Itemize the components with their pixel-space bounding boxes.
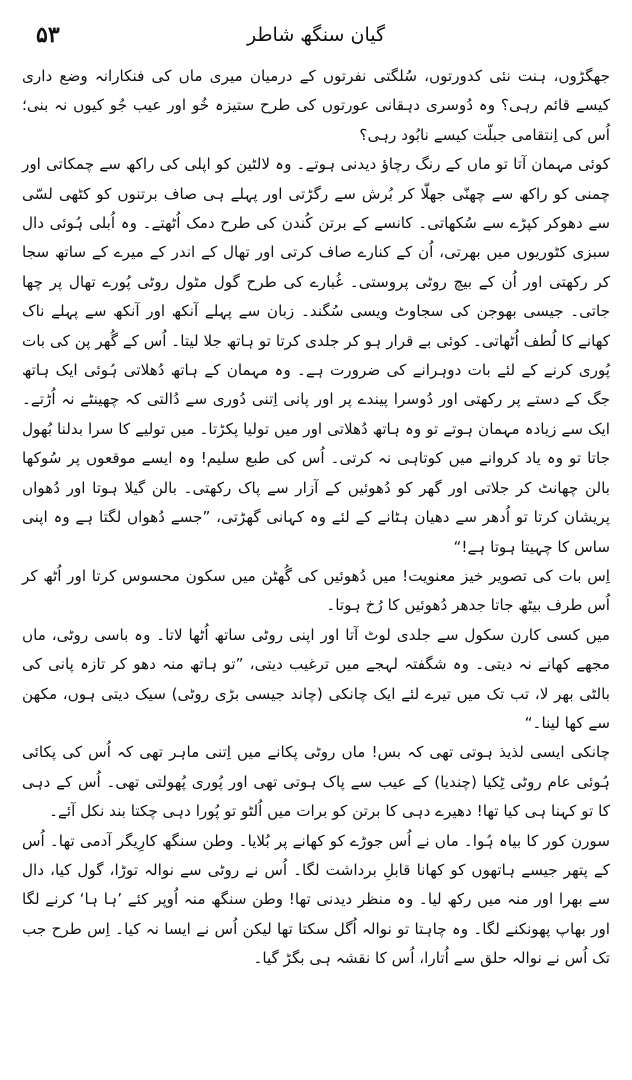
paragraph: کوئی مہمان آتا تو ماں کے رنگ رچاؤ دیدنی ہوتے۔ وہ لالٹین کو اپلی کی راکھ سے چمکاتی اور چمنی کو راکھ سے چھنّی جھلّا کر بُرش سے رگڑتی اور پہلے ہی صاف برتنوں کو کٹھی لسّی سے دھوکر کپڑے سے سُکھاتی۔ کانسے کے برتن کُندن کی طرح دمک اُٹھتے۔ وہ اُبلی ہُوئی دال سبزی کٹوریوں میں بھرتی، اُن کے کنارے صاف کرتی اور تھال کے اندر کے میرے کے ساتھ سجا کر رکھتی اور اُن کے بیچ روٹی پروستی۔ غُبارے کی طرح گول مٹول روٹی پُورے تھال پر چھا جاتی۔ جیسی بھوجن کی سجاوٹ ویسی سُگند۔ زبان سے پہلے آنکھ اور آنکھ سے پہلے ناک کھانے کا لُطف اُٹھاتی۔ کوئی بے قرار ہو کر جلدی کرتا تو ہاتھ جلا لیتا۔ اُس کے گُھر پن کی بات پُوری کرنے کے لئے بات دوہرانے کی ضرورت ہے۔ وہ مہمان کے ہاتھ دُھلاتی ہُوئی ایک ہاتھ جگ کے دستے پر رکھتی اور دُوسرا پیندے پر اور پانی اِتنی دُوری سے دُالتی کہ چھینٹے نہ اُڑتے۔ ایک سے زیادہ مہمان ہوتے تو وہ ہاتھ دُھلاتی اور میں تولیا پکڑتا۔ میں تولیے کا سرا بدلنا بُھول جاتا تو وہ یاد کروانے میں کوتاہی نہ کرتی۔ اُس کی طبع سلیم! وہ ایسے موقعوں پر سُوکھا بالن چھانٹ کر جلاتی اور گھر کو دُھوئیں کے آزار سے پاک رکھتی۔ بالن گیلا ہوتا اور دُھواں پریشان کرتا تو اُدھر سے دھیان ہٹانے کے لئے وہ کہانی گھڑتی، ”جسے دُھواں لگتا ہے وہ اپنی ساس کا چہیتا ہوتا ہے!“ — [22, 155, 610, 556]
paragraph: میں کسی کارن سکول سے جلدی لوٹ آتا اور اپنی روٹی ساتھ اُٹھا لاتا۔ وہ باسی روٹی، ماں مجھے کھانے نہ دیتی۔ وہ شگفتہ لہجے میں ترغیب دیتی، ”تو ہاتھ منہ دھو کر تازہ پانی کی بالٹی بھر لا، تب تک میں تیرے لئے ایک چانکی (چاند جیسی بڑی روٹی) سیک دیتی ہوں، مکھن سے کھا لینا۔“ — [22, 625, 610, 732]
paragraph: اِس بات کی تصویر خیز معنویت! میں دُھوئیں کی گُھٹن میں سکون محسوس کرتا اور اُٹھ کر اُس طرف بیٹھ جاتا جدھر دُھوئیں کا رُخ ہوتا۔ — [22, 566, 610, 615]
paragraph: چانکی ایسی لذیذ ہوتی تھی کہ بس! ماں روٹی پکانے میں اِتنی ماہر تھی کہ اُس کی پکائی ہُوئی عام روٹی ٹِکیا (چندیا) کے عیب سے پاک ہوتی تھی اور پُوری پُھولتی تھی۔ اُس کے دہی کا تو کہنا ہی کیا تھا! دھیرے دہی کا برتن کو برات میں اُلٹو تو پُورا دہی چکتا بند نکل آئے۔ — [22, 743, 610, 821]
paragraph: سورن کور کا بیاہ ہُوا۔ ماں نے اُس جوڑے کو کھانے پر بُلایا۔ وطن سنگھ کارِیگر آدمی تھا۔ اُس کے پتھر جیسے ہاتھوں کو کھانا قابلِ برداشت لگا۔ اُس نے روٹی سے نوالہ توڑا، گول کیا، دال سے بھرا اور منہ میں رکھ لیا۔ وہ منظر دیدنی تھا! وطن سنگھ منہ اُوپر کئے ’ہا ہا‘ کرنے لگا اور بھاپ پھونکنے لگا۔ وہ چاہتا تو نوالہ اُگل سکتا تھا لیکن اُس نے ایسا نہ کیا۔ اِس طرح جب تک اُس نے نوالہ حلق سے اُتارا، اُس کا نقشہ ہی بگڑ گیا۔ — [22, 831, 610, 968]
paragraph: جھگڑوں، ہنت نئی کدورتوں، سُلگتی نفرتوں کے درمیان میری ماں کی فنکارانہ وضع داری کیسے قائم رہی؟ وہ دُوسری دہقانی عورتوں کی طرح ستیزہ خُو اور عیب جُو کیوں نہ بنی؛ اُس کی اِنتقامی جبلّت کیسے نابُود رہی؟ — [22, 67, 610, 144]
page-number: ۵۳ — [36, 22, 60, 48]
body-text — [22, 62, 610, 974]
running-head: گیان سنگھ شاطر — [246, 24, 386, 46]
page-header — [22, 18, 610, 62]
